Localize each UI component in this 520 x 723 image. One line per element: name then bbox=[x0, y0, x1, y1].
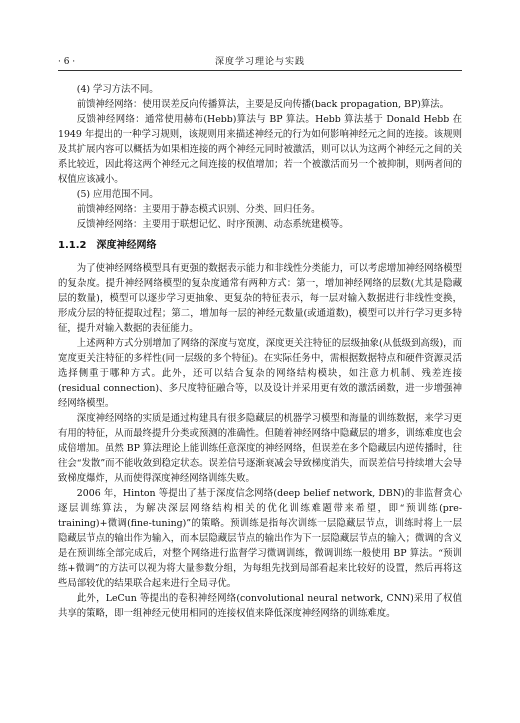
list-item-title: (4) 学习方法不同。 bbox=[76, 84, 159, 95]
list-item-text: 反馈神经网络：主要用于联想记忆、时序预测、动态系统建模等。 bbox=[76, 219, 349, 230]
list-item-title: (5) 应用范围不同。 bbox=[76, 189, 159, 200]
running-header bbox=[58, 56, 462, 71]
paragraph: 此外，LeCun 等提出的卷积神经网络(convolutional neural network, CNN)采用了权值共享的策略，即一组神经元使用相同的连接权值来降低深度神经网络的训练难度。 bbox=[58, 593, 462, 619]
page-body bbox=[58, 82, 462, 621]
section-heading bbox=[58, 238, 462, 254]
list-item-text: 前馈神经网络：主要用于静态模式识别、分类、回归任务。 bbox=[76, 204, 321, 215]
page-number: · 6 · bbox=[58, 57, 76, 67]
paragraph: 深度神经网络的实质是通过构建具有很多隐藏层的机器学习模型和海量的训练数据，来学习更有用的特征，从而最终提升分类或预测的准确性。但随着神经网络中隐藏层的增多，训练难度也会成倍增加。虽然 BP 算法理论上能训练任意深度的神经网络，但误差在多个隐藏层内逆传播时，往往会“发散”而不能收敛到稳定状态。误差信号逐渐衰减会导致梯度消失，而误差信号持续增大会导致梯度爆炸，从而使得深度神经网络训练失败。 bbox=[58, 413, 462, 484]
list-item-text: 反馈神经网络：通常使用赫布(Hebb)算法与 BP 算法。Hebb 算法基于 Donald Hebb 在 1949 年提出的一种学习规则，该规则用来描述神经元的行为如何影响神经元之间的连接。该规则及其扩展内容可以概括为如果相连接的两个神经元同时被激活，则可以认为这两个神经元之间的关系比较近，因此将这两个神经元之间连接的权值增加；若一个被激活而另一个被抑制，则两者间的权值应该减小。 bbox=[58, 114, 462, 185]
running-title: 深度学习理论与实践 bbox=[214, 57, 305, 67]
paragraph: 上述两种方式分别增加了网络的深度与宽度，深度更关注特征的层级抽象(从低级到高级)，而宽度更关注特征的多样性(同一层级的多个特征)。在实际任务中，需根据数据特点和硬件资源灵活选择侧重于哪种方式。此外，还可以结合复杂的网络结构模块，如注意力机制、残差连接(residual connection)、多尺度特征融合等，以及设计并采用更有效的激活函数，进一步增强神经网络模型。 bbox=[58, 338, 462, 409]
paragraph: 2006 年，Hinton 等提出了基于深度信念网络(deep belief network, DBN)的非监督贪心逐层训练算法，为解决深层网络结构相关的优化训练难题带来希望，即“预训练(pre-training)+微调(fine-tuning)”的策略。预训练是指每次训练一层隐藏层节点，训练时将上一层隐藏层节点的输出作为输入，而本层隐藏层节点的输出作为下一层隐藏层节点的输入；微调的含义是在预训练全部完成后，对整个网络进行监督学习微调训练，微调训练一般使用 BP 算法。“预训练+微调”的方法可以视为将大量参数分组，为每组先找到局部看起来比较好的设置，然后再将这些局部较优的结果联合起来进行全局寻优。 bbox=[58, 488, 462, 589]
section-title: 深度神经网络 bbox=[96, 240, 157, 251]
section-number: 1.1.2 bbox=[58, 240, 87, 251]
paragraph: 为了使神经网络模型具有更强的数据表示能力和非线性分类能力，可以考虑增加神经网络模型的复杂度。提升神经网络模型的复杂度通常有两种方式：第一，增加神经网络的层数(尤其是隐藏层的数量)，模型可以逐步学习更抽象、更复杂的特征表示，每一层对输入数据进行非线性变换，形成分层的特征提取过程；第二，增加每一层的神经元数量(或通道数)，模型可以并行学习更多特征，提升对输入数据的表征能力。 bbox=[58, 263, 462, 334]
list-item-text: 前馈神经网络：使用误差反向传播算法，主要是反向传播(back propagation, BP)算法。 bbox=[76, 99, 450, 110]
